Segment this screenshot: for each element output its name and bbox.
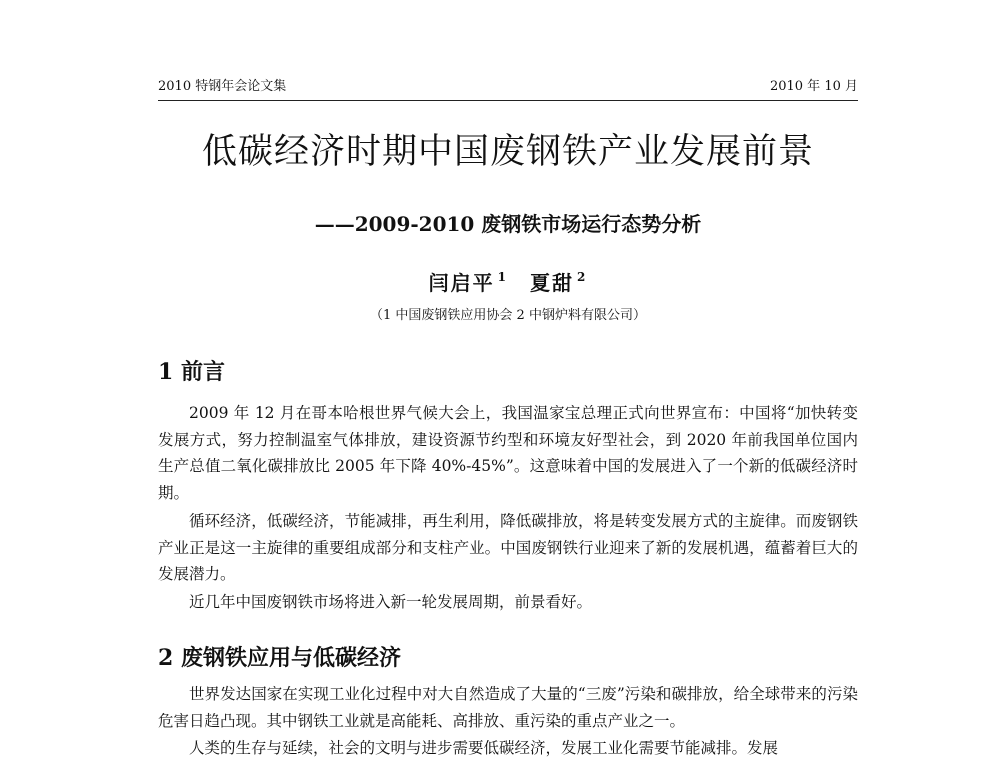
author-affiliation-mark: 1 (497, 270, 508, 284)
author-affiliation-mark: 2 (577, 270, 588, 284)
running-header-date: 2010 年 10 月 (769, 79, 858, 94)
section-heading-scrap-and-low-carbon: 2 废钢铁应用与低碳经济 (158, 645, 401, 671)
body-paragraph: 世界发达国家在实现工业化过程中对大自然造成了大量的“三废”污染和碳排放，给全球带来的污染危害日趋凸现。其中钢铁工业就是高能耗、高排放、重污染的重点产业之一。 (158, 685, 858, 730)
body-paragraph: 2009 年 12 月在哥本哈根世界气候大会上，我国温家宝总理正式向世界宣布：中国将“加快转变发展方式，努力控制温室气体排放，建设资源节约型和环境友好型社会，到 2020 年前我国单位国内生产总值二氧化碳排放比 2005 年下降 40%-45%”。这意味着中国的发展进入了一个新的低碳经济时期。 (158, 404, 858, 502)
affiliation-line: （1 中国废钢铁应用协会 2 中钢炉料有限公司） (370, 308, 646, 323)
body-paragraph: 近几年中国废钢铁市场将进入新一轮发展周期，前景看好。 (189, 593, 593, 611)
running-header (158, 78, 858, 101)
author-list (158, 262, 858, 298)
paper-subtitle: ——2009-2010 废钢铁市场运行态势分析 (314, 212, 702, 236)
section-heading-introduction: 1 前言 (158, 359, 225, 385)
body-paragraph: 人类的生存与延续，社会的文明与进步需要低碳经济，发展工业化需要节能减排。发展 (189, 739, 779, 757)
paper-title: 低碳经济时期中国废钢铁产业发展前景 (201, 132, 814, 172)
author-name: 闫启平 (428, 271, 495, 295)
running-header-proceedings: 2010 特钢年会论文集 (158, 79, 287, 94)
body-paragraph: 循环经济，低碳经济，节能减排，再生利用，降低碳排放，将是转变发展方式的主旋律。而废钢铁产业正是这一主旋律的重要组成部分和支柱产业。中国废钢铁行业迎来了新的发展机遇，蕴蓄着巨大的发展潜力。 (158, 512, 858, 583)
author-name: 夏甜 (530, 271, 574, 295)
